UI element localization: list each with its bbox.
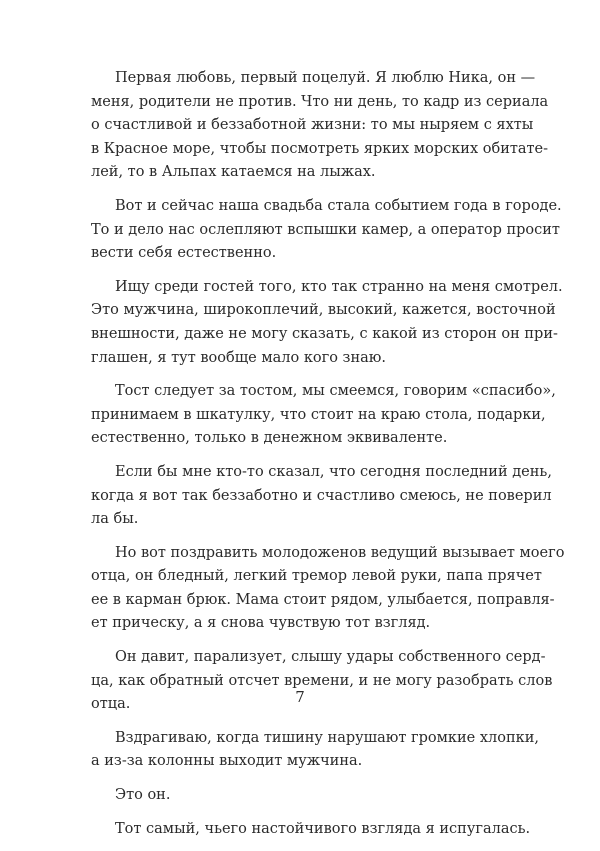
paragraph <box>91 784 494 808</box>
text-line: отца, он бледный, легкий тремор левой руки, папа прячет <box>91 568 542 585</box>
text-line: отца. <box>91 696 131 713</box>
paragraph <box>91 461 552 532</box>
text-line: Вздрагиваю, когда тишину нарушают громкие хлопки, <box>115 729 539 746</box>
text-line: Это мужчина, широкоплечий, высокий, кажется, восточной <box>91 302 556 319</box>
text-line: когда я вот так беззаботно и счастливо смеюсь, не поверил <box>91 487 552 504</box>
text-line: Первая любовь, первый поцелуй. Я люблю Ника, он — <box>115 70 536 86</box>
page-number: 7 <box>295 688 305 706</box>
text-line: внешности, даже не могу сказать, с какой из сторон он при- <box>91 325 558 342</box>
paragraph <box>91 67 549 185</box>
text-line: лей, то в Альпах катаемся на лыжах. <box>91 164 376 181</box>
text-line: ее в карман брюк. Мама стоит рядом, улыбается, поправля- <box>91 591 555 608</box>
paragraph <box>91 276 563 370</box>
text-line: Вот и сейчас наша свадьба стала событием года в городе. <box>115 197 562 214</box>
text-line: принимаем в шкатулку, что стоит на краю стола, подарки, <box>91 406 546 423</box>
paragraph <box>91 542 565 636</box>
text-line: Но вот поздравить молодоженов ведущий вызывает моего <box>115 544 565 561</box>
text-line: То и дело нас ослепляют вспышки камер, а оператор просит <box>91 221 560 238</box>
text-line: о счастливой и беззаботной жизни: то мы ныряем с яхты <box>91 117 534 134</box>
paragraph <box>91 195 562 266</box>
text-line: а из-за колонны выходит мужчина. <box>91 753 363 770</box>
text-line: Ищу среди гостей того, кто так странно на меня смотрел. <box>115 278 563 295</box>
text-line: ла бы. <box>91 511 139 528</box>
body-text <box>91 67 565 851</box>
text-line: глашен, я тут вообще мало кого знаю. <box>91 349 387 366</box>
text-line: ет прическу, а я снова чувствую тот взгляд. <box>91 615 431 632</box>
text-line: вести себя естественно. <box>91 245 277 262</box>
text-line: естественно, только в денежном эквиваленте. <box>91 430 448 447</box>
text-line: Это он. <box>115 787 171 804</box>
text-line: Тост следует за тостом, мы смеемся, говорим «спасибо», <box>115 383 556 400</box>
text-line: ца, как обратный отсчет времени, и не могу разобрать слов <box>91 672 553 689</box>
text-line: меня, родители не против. Что ни день, то кадр из сериала <box>91 93 549 110</box>
text-line: в Красное море, чтобы посмотреть ярких морских обитате- <box>91 140 549 157</box>
paragraph <box>91 818 531 842</box>
paragraph <box>91 380 556 451</box>
text-line: Если бы мне кто-то сказал, что сегодня последний день, <box>115 463 552 480</box>
paragraph <box>91 646 553 717</box>
paragraph <box>91 727 539 774</box>
text-line: Тот самый, чьего настойчивого взгляда я испугалась. <box>115 820 531 837</box>
text-line: Он давит, парализует, слышу удары собственного серд- <box>115 649 546 666</box>
